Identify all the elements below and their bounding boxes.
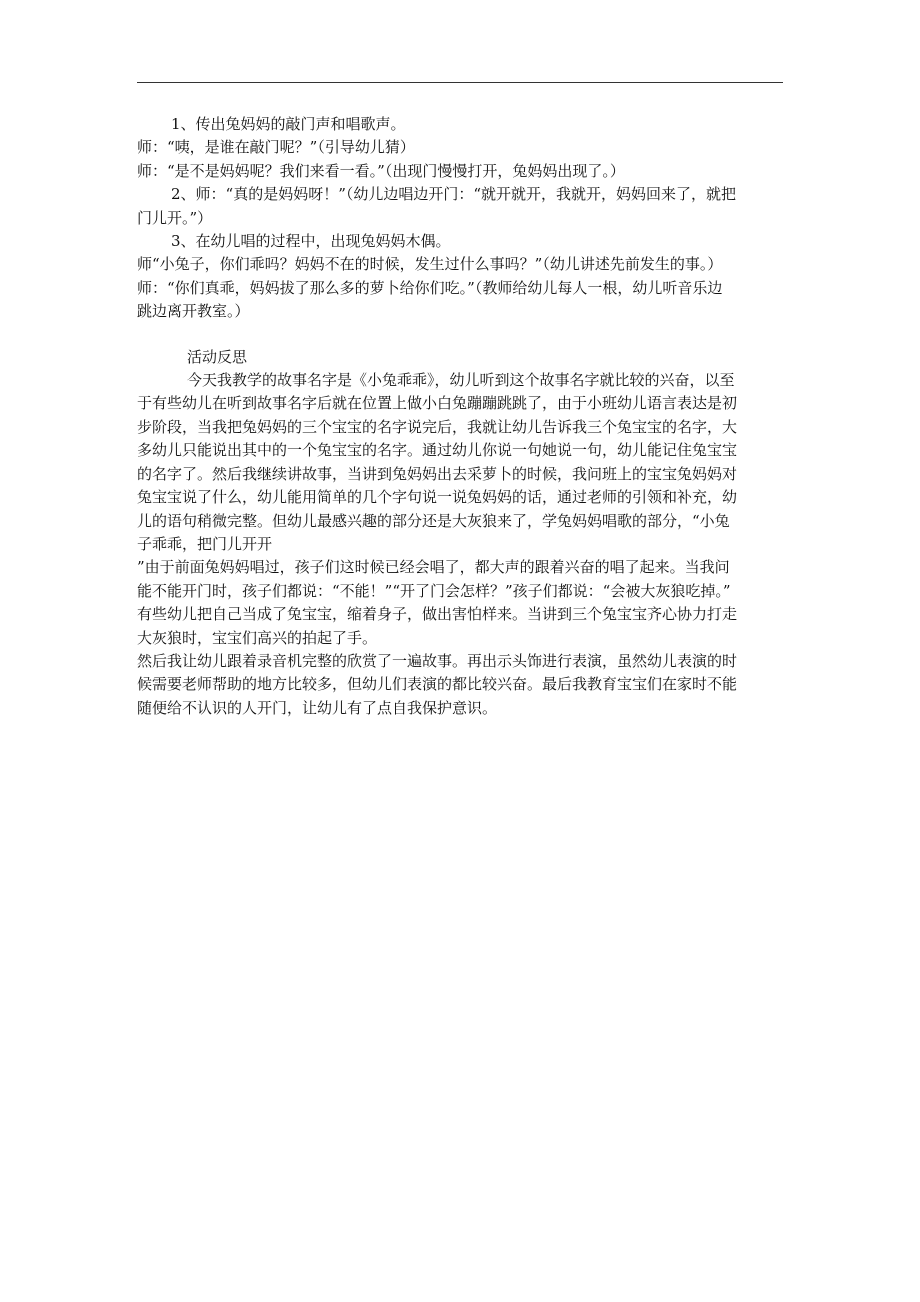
reflection-line: 有些幼儿把自己当成了兔宝宝，缩着身子，做出害怕样来。当讲到三个兔宝宝齐心协力打走 (137, 605, 738, 624)
reflection-line: 能不能开门时，孩子们都说：“不能！”“开了门会怎样？”孩子们都说：“会被大灰狼吃掉。” (137, 581, 731, 600)
reflection-line: 随便给不认识的人开门，让幼儿有了点自我保护意识。 (137, 698, 498, 717)
lesson-step-1: 1、传出兔妈妈的敲门声和唱歌声。 (171, 115, 406, 133)
reflection-line: 兔宝宝说了什么，幼儿能用简单的几个字句说一说兔妈妈的话，通过老师的引领和补充，幼 (137, 488, 738, 507)
teacher-line-4: 师：“你们真乖，妈妈拔了那么多的萝卜给你们吃。”（教师给幼儿每人一根，幼儿听音乐边 (137, 278, 723, 297)
reflection-heading: 活动反思 (187, 347, 248, 366)
reflection-line: 的名字了。然后我继续讲故事，当讲到兔妈妈出去采萝卜的时候，我问班上的宝宝兔妈妈对 (137, 464, 738, 483)
header-rule (137, 82, 783, 83)
lesson-step-2-cont: 门儿开。”） (137, 208, 213, 227)
document-body (137, 113, 785, 720)
reflection-line: 今天我教学的故事名字是《小兔乖乖》，幼儿听到这个故事名字就比较的兴奋，以至 (187, 371, 735, 390)
teacher-line-3: 师“小兔子，你们乖吗？妈妈不在的时候，发生过什么事吗？”（幼儿讲述先前发生的事。） (137, 255, 723, 274)
reflection-line: 然后我让幼儿跟着录音机完整的欣赏了一遍故事。再出示头饰进行表演，虽然幼儿表演的时 (137, 651, 738, 670)
reflection-line: 子乖乖，把门儿开开 (137, 534, 273, 553)
teacher-line-4-cont: 跳边离开教室。） (137, 302, 250, 321)
teacher-line-1: 师：“咦，是谁在敲门呢？”（引导幼儿猜） (137, 138, 415, 157)
reflection-paragraph-2 (137, 556, 785, 650)
reflection-line: 步阶段，当我把兔妈妈的三个宝宝的名字说完后，我就让幼儿告诉我三个兔宝宝的名字，大 (137, 417, 738, 436)
reflection-line: 多幼儿只能说出其中的一个兔宝宝的名字。通过幼儿你说一句她说一句，幼儿能记住兔宝宝 (137, 441, 738, 460)
section-gap (137, 324, 785, 346)
reflection-paragraph-3 (137, 650, 785, 720)
reflection-line: ”由于前面兔妈妈唱过，孩子们这时候已经会唱了，都大声的跟着兴奋的唱了起来。当我问 (137, 558, 730, 577)
reflection-line: 于有些幼儿在听到故事名字后就在位置上做小白兔蹦蹦跳跳了，由于小班幼儿语言表达是初 (137, 394, 738, 413)
reflection-line: 大灰狼时，宝宝们高兴的拍起了手。 (137, 628, 378, 647)
teacher-line-2: 师：“是不是妈妈呢？我们来看一看。”（出现门慢慢打开，兔妈妈出现了。） (137, 161, 625, 180)
reflection-paragraph-1 (137, 369, 785, 556)
reflection-line: 候需要老师帮助的地方比较多，但幼儿们表演的都比较兴奋。最后我教育宝宝们在家时不能 (137, 675, 738, 694)
lesson-step-2: 2、师：“真的是妈妈呀！”（幼儿边唱边开门：“就开就开，我就开，妈妈回来了，就把 (171, 185, 737, 204)
lesson-step-3: 3、在幼儿唱的过程中，出现兔妈妈木偶。 (171, 232, 451, 251)
reflection-line: 儿的语句稍微完整。但幼儿最感兴趣的部分还是大灰狼来了，学兔妈妈唱歌的部分，“小兔 (137, 511, 730, 530)
